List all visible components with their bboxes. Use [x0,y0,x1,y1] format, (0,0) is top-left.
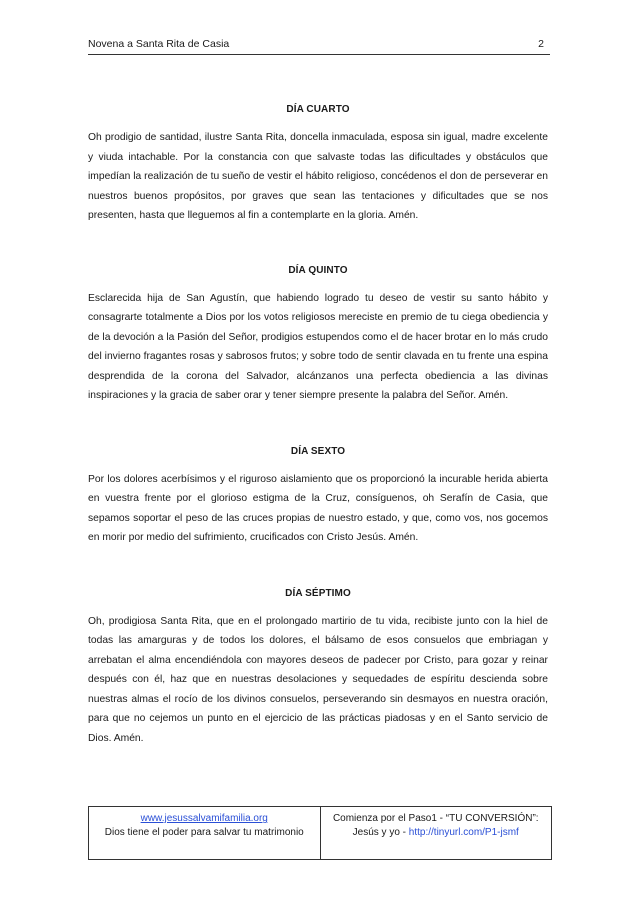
section-dia-septimo [88,588,548,749]
footer-right-prefix: Jesús y yo - [352,827,409,838]
tinyurl-link[interactable]: http://tinyurl.com/P1-jsmf [408,827,519,838]
page-header [88,38,550,55]
section-dia-sexto [88,446,548,548]
section-heading: DÍA SÉPTIMO [285,587,351,599]
section-heading: DÍA CUARTO [286,104,350,115]
section-text: Por los dolores acerbísimos y el riguroso aislamiento que os proporcionó la incurable herida abierta en vuestra frente por el glorioso estigma de la Cruz, consíguenos, oh Serafín de Casia, que sepamos soportar el peso de las cruces propias de nuestro estado, y que, como vos, nos gocemos en morir por medio del sufrimiento, crucificados con Cristo Jesús. Amén. [88,473,548,543]
footer-right-line1: Comienza por el Paso1 - “TU CONVERSIÓN”: [332,813,539,824]
footer-left-text: Dios tiene el poder para salvar tu matrimonio [104,827,304,838]
section-heading: DÍA SEXTO [290,445,346,457]
section-text: Oh, prodigiosa Santa Rita, que en el prolongado martirio de tu vida, recibiste junto con la hiel de todas las amarguras y de todos los dolores, el bálsamo de esos consuelos que embriagan y arrebatan el alma encendiéndola con mayores deseos de padecer por Cristo, para gozar y reinar después con él, haz que en nuestras desolaciones y sequedades de espíritu descienda sobre nuestras almas el rocío de los divinos consuelos, perseverando sin desmayos en nuestra oración, para que no cejemos un punto en el ejercicio de las prácticas piadosas y en el Santo servicio de Dios. Amén. [88,615,548,744]
section-heading: DÍA QUINTO [288,264,348,276]
website-link[interactable]: www.jesussalvamifamilia.org [140,813,268,824]
footer-right-cell [321,807,552,859]
page-number: 2 [538,38,544,50]
page-footer [88,806,552,860]
document-title: Novena a Santa Rita de Casia [88,38,230,50]
section-text: Oh prodigio de santidad, ilustre Santa Rita, doncella inmaculada, esposa sin igual, madre excelente y viuda intachable. Por la constancia con que salvaste todas las dificultades y obstáculos que impedían la realización de tu sueño de vestir el hábito religioso, concédenos el don de perseverar en nuestros buenos propósitos, por graves que sean las tentaciones y dificultades que se nos presenten, hasta que lleguemos al fin a contemplarte en la gloria. Amén. [88,132,548,221]
section-text: Esclarecida hija de San Agustín, que habiendo logrado tu deseo de vestir su santo hábito y consagrarte totalmente a Dios por los votos religiosos mereciste en premio de tu ciega obediencia y de la devoción a la Pasión del Señor, prodigios estupendos como el de hacer brotar en lo más crudo del invierno fragantes rosas y sabrosos frutos; y sobre todo de sentir clavada en tu frente una espina desprendida de la corona del Salvador, alcánzanos una perfecta obediencia a las divinas inspiraciones y la gracia de saber orar y tener siempre presente la palabra del Señor. Amén. [88,292,548,401]
page-content [88,104,548,748]
section-dia-cuarto [88,104,548,226]
footer-left-cell [89,807,321,859]
section-dia-quinto [88,265,548,406]
